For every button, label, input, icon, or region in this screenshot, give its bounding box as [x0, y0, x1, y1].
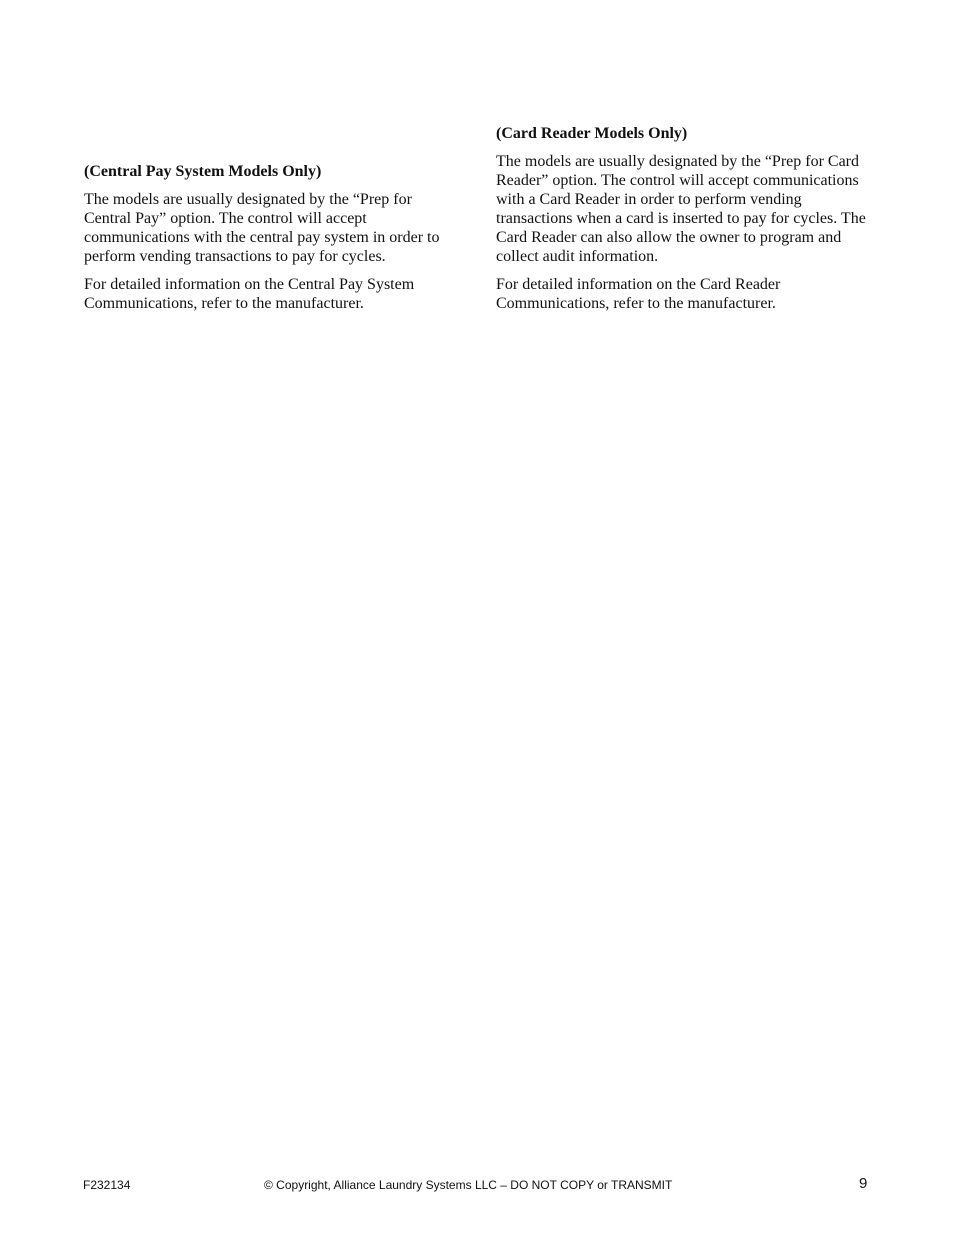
central-pay-paragraph-2: For detailed information on the Central Pay System Communications, refer to the manufacturer.	[84, 276, 415, 312]
card-reader-paragraph-2: For detailed information on the Card Reader Communications, refer to the manufacturer.	[496, 276, 781, 312]
card-reader-section	[496, 124, 868, 322]
card-reader-heading: (Card Reader Models Only)	[496, 125, 688, 142]
central-pay-heading: (Central Pay System Models Only)	[84, 163, 322, 180]
footer-copyright: © Copyright, Alliance Laundry Systems LLC – DO NOT COPY or TRANSMIT	[264, 1178, 673, 1192]
central-pay-paragraph-1: The models are usually designated by the “Prep for Central Pay” option. The control will accept communications with the central pay system in order to perform vending transactions to pay for cycles.	[84, 191, 440, 265]
footer-document-code: F232134	[83, 1178, 131, 1192]
page-number: 9	[859, 1175, 868, 1192]
central-pay-section	[84, 162, 456, 322]
card-reader-paragraph-1: The models are usually designated by the “Prep for Card Reader” option. The control will accept communications with a Card Reader in order to perform vending transactions when a card is inserted to pay for cycles. The Card Reader can also allow the owner to program and collect audit information.	[496, 153, 866, 265]
